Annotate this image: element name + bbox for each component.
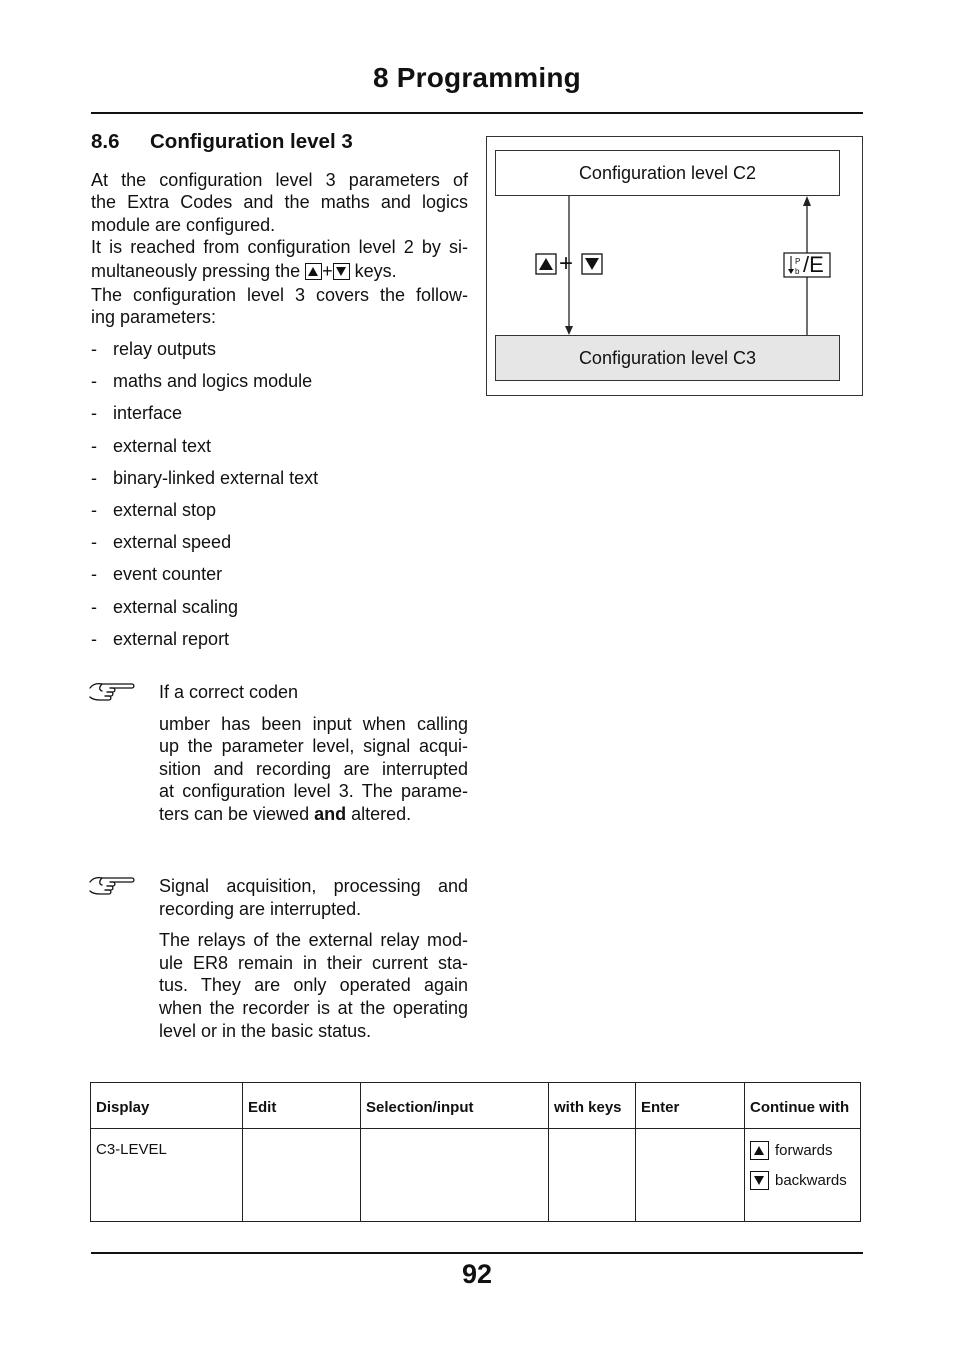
list-item-text: binary-linked external text (113, 467, 319, 488)
plus-sign: + (322, 261, 333, 282)
continue-cell (745, 1129, 861, 1222)
list-item-text: external report (113, 628, 230, 649)
text-fragment: altered. (351, 803, 412, 824)
section-heading (91, 130, 353, 154)
list-item-text: interface (113, 403, 183, 424)
list-dash: - (91, 467, 97, 488)
list-dash: - (91, 339, 97, 359)
intro-paragraph-3 (91, 284, 468, 329)
up-key-icon (305, 263, 322, 280)
text-line: level or in the basic status. (159, 1020, 372, 1041)
text-line: The configuration level 3 covers the follow- (91, 285, 468, 305)
backwards-label: backwards (775, 1172, 847, 1189)
down-key-icon (750, 1171, 769, 1190)
list-item-text: event counter (113, 564, 223, 585)
list-dash: - (91, 435, 97, 456)
level-diagram (486, 136, 863, 396)
text-line: If a correct coden (159, 682, 299, 702)
pointing-hand-icon (88, 873, 136, 899)
list-item (91, 467, 471, 499)
header-enter: Enter (636, 1083, 745, 1129)
list-item (91, 563, 471, 595)
text-line: Signal acquisition, processing and (159, 876, 468, 896)
parameter-list (91, 338, 471, 660)
list-item (91, 628, 471, 660)
down-key-icon (582, 254, 602, 274)
parameter-table (90, 1082, 861, 1222)
display-cell: C3-LEVEL (91, 1129, 243, 1222)
edit-cell (243, 1129, 361, 1222)
text-line: recording are interrupted. (159, 898, 362, 919)
text-line: up the parameter level, signal acqui- (159, 736, 468, 757)
header-continue-with: Continue with (745, 1083, 861, 1129)
note-2 (159, 875, 468, 1042)
text-line: ing parameters: (91, 307, 217, 328)
list-item (91, 596, 471, 628)
config-level-c3-box: Configuration level C3 (495, 335, 840, 381)
list-dash: - (91, 628, 97, 649)
section-title: Configuration level 3 (150, 130, 353, 153)
table-header-row (91, 1083, 861, 1129)
list-item-text: maths and logics module (113, 371, 313, 392)
list-item-text: external text (113, 435, 212, 456)
text-line: sition and recording are interrupted (159, 758, 468, 779)
text-line: when the recorder is at the operating (159, 997, 468, 1018)
intro-paragraph-1 (91, 169, 468, 236)
up-key-icon (750, 1141, 769, 1160)
header-display: Display (91, 1083, 243, 1129)
header-edit: Edit (243, 1083, 361, 1129)
pointing-hand-icon (88, 679, 136, 705)
header-rule (91, 112, 863, 114)
list-dash: - (91, 532, 97, 553)
section-number: 8.6 (91, 130, 120, 153)
text-line: At the configuration level 3 parameters of (91, 170, 468, 190)
svg-text:b: b (795, 267, 800, 276)
selection-cell (361, 1129, 549, 1222)
intro-paragraph-2 (91, 236, 468, 283)
header-with-keys: with keys (549, 1083, 636, 1129)
text-fragment: ters can be viewed (159, 803, 310, 824)
text-fragment: multaneously pressing the (91, 261, 301, 282)
text-line: It is reached from configuration level 2 by si- (91, 237, 468, 257)
down-key-icon (333, 263, 350, 280)
text-line: umber has been input when calling (159, 713, 468, 734)
config-level-c2-box: Configuration level C2 (495, 150, 840, 196)
svg-text:P: P (795, 257, 801, 266)
list-item (91, 338, 471, 370)
list-dash: - (91, 596, 97, 617)
text-fragment: keys. (354, 261, 397, 282)
list-item-text: external stop (113, 499, 217, 520)
text-line: ule ER8 remain in their current sta- (159, 952, 468, 973)
text-line: at configuration level 3. The parame- (159, 781, 468, 802)
list-item (91, 531, 471, 563)
list-dash: - (91, 371, 97, 392)
enter-key-label: /E (803, 252, 824, 277)
text-line: the Extra Codes and the maths and logics (91, 192, 468, 213)
footer-rule (91, 1252, 863, 1254)
page-number: 92 (461, 1259, 493, 1289)
list-item (91, 499, 471, 531)
list-dash: - (91, 403, 97, 424)
text-line: module are configured. (91, 214, 276, 235)
text-line (91, 260, 468, 282)
up-key-icon (536, 254, 556, 274)
text-line: The relays of the external relay mod- (159, 930, 468, 951)
text-line (159, 803, 468, 826)
keys-cell (549, 1129, 636, 1222)
forwards-label: forwards (775, 1142, 833, 1159)
bold-word: and (314, 803, 347, 824)
backwards-row (750, 1171, 855, 1190)
list-item (91, 370, 471, 402)
note-1 (159, 681, 468, 826)
chapter-title: 8 Programming (373, 62, 581, 93)
plus-sign: + (559, 250, 574, 277)
table-row (91, 1129, 861, 1222)
list-item-text: external scaling (113, 596, 239, 617)
list-dash: - (91, 564, 97, 585)
list-item-text: relay outputs (113, 339, 217, 359)
forwards-row (750, 1141, 855, 1160)
list-item (91, 402, 471, 434)
text-line: tus. They are only operated again (159, 975, 468, 996)
list-dash: - (91, 499, 97, 520)
header-selection-input: Selection/input (361, 1083, 549, 1129)
list-item-text: external speed (113, 532, 232, 553)
list-item (91, 435, 471, 467)
enter-cell (636, 1129, 745, 1222)
